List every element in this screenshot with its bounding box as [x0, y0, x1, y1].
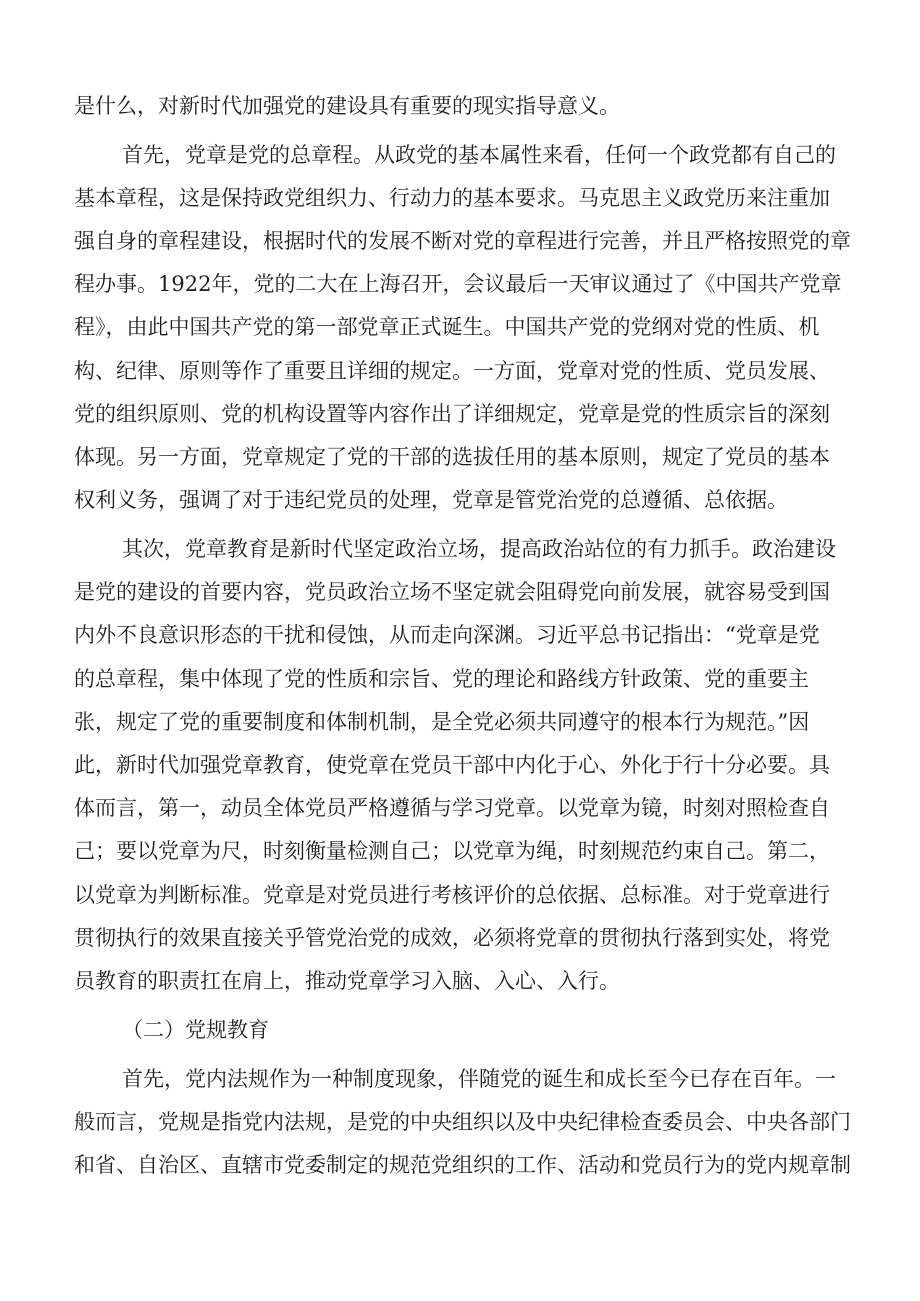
text-line: 张，规定了党的重要制度和体制机制，是全党必须共同遵守的根本行为规范。”因	[74, 710, 810, 734]
text-line: 以党章为判断标准。党章是对党员进行考核评价的总依据、总标准。对于党章进行	[74, 883, 830, 907]
text-line: 基本章程，这是保持政党组织力、行动力的基本要求。马克思主义政党历来注重加	[74, 186, 830, 210]
text-line: 般而言，党规是指党内法规，是党的中央组织以及中央纪律检查委员会、中央各部门	[74, 1110, 851, 1134]
text-line: 员教育的职责扛在肩上，推动党章学习入脑、入心、入行。	[74, 969, 620, 993]
paragraph-first-line: 其次，党章教育是新时代坚定政治立场，提高政治站位的有力抓手。政治建设	[122, 537, 836, 561]
paragraph-first-line: 首先，党章是党的总章程。从政党的基本属性来看，任何一个政党都有自己的	[122, 143, 836, 167]
text-line: 体而言，第一，动员全体党员严格遵循与学习党章。以党章为镜，时刻对照检查自	[74, 796, 830, 820]
section-heading: （二）党规教育	[122, 1018, 269, 1042]
text-line: 内外不良意识形态的干扰和侵蚀，从而走向深渊。习近平总书记指出：“党章是党	[74, 623, 820, 647]
text-line: 己；要以党章为尺，时刻衡量检测自己；以党章为绳，时刻规范约束自己。第二，	[74, 839, 830, 863]
text-line: 此，新时代加强党章教育，使党章在党员干部中内化于心、外化于行十分必要。具	[74, 753, 830, 777]
text-line: 和省、自治区、直辖市党委制定的规范党组织的工作、活动和党员行为的党内规章制	[74, 1153, 851, 1177]
text-line: 构、纪律、原则等作了重要且详细的规定。一方面，党章对党的性质、党员发展、	[74, 359, 830, 383]
paragraph-first-line: 首先，党内法规作为一种制度现象，伴随党的诞生和成长至今已存在百年。一	[122, 1067, 836, 1091]
text-line: 是党的建设的首要内容，党员政治立场不坚定就会阻碍党向前发展，就容易受到国	[74, 580, 830, 604]
text-line: 强自身的章程建设，根据时代的发展不断对党的章程进行完善，并且严格按照党的章	[74, 229, 851, 253]
text-line: 程》，由此中国共产党的第一部党章正式诞生。中国共产党的党纲对党的性质、机	[74, 315, 820, 339]
text-line: 贯彻执行的效果直接关乎管党治党的成效，必须将党章的贯彻执行落到实处，将党	[74, 926, 830, 950]
text-line: 是什么，对新时代加强党的建设具有重要的现实指导意义。	[74, 94, 620, 118]
text-line: 党的组织原则、党的机构设置等内容作出了详细规定，党章是党的性质宗旨的深刻	[74, 402, 830, 426]
text-line: 程办事。1922年，党的二大在上海召开，会议最后一天审议通过了《中国共产党章	[74, 272, 842, 296]
text-line: 体现。另一方面，党章规定了党的干部的选拔任用的基本原则，规定了党员的基本	[74, 445, 830, 469]
text-line: 的总章程，集中体现了党的性质和宗旨、党的理论和路线方针政策、党的重要主	[74, 667, 809, 691]
text-line: 权利义务，强调了对于违纪党员的处理，党章是管党治党的总遵循、总依据。	[74, 488, 788, 512]
